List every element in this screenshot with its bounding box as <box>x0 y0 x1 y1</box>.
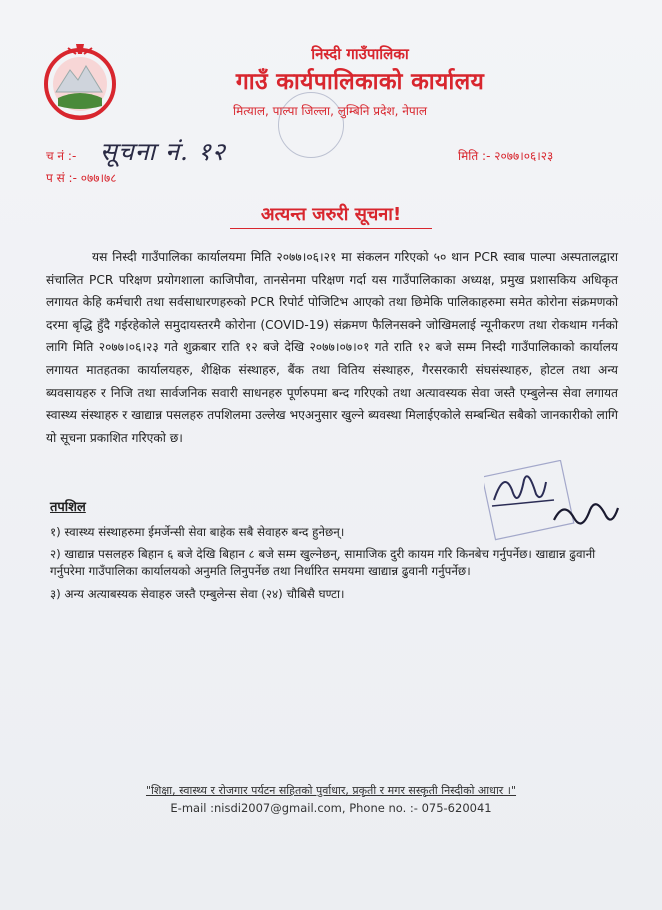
notice-title: अत्यन्त जरुरी सूचना! <box>260 204 402 225</box>
title-underline <box>230 228 432 229</box>
signature-with-stamp <box>484 460 624 550</box>
municipality-name: निस्दी गाउँपालिका <box>311 45 409 63</box>
nepal-government-emblem-icon <box>40 40 120 122</box>
list-item: ३) अन्य अत्याबस्यक सेवाहरु जस्तै एम्बुलेन्स सेवा (२४) चौबिसै घण्टा। <box>50 586 345 601</box>
notice-body <box>46 246 618 449</box>
list-item: १) स्वास्थ्य संस्थाहरुमा ईमर्जेन्सी सेवा बाहेक सबै सेवाहरु बन्द हुनेछन्। <box>50 525 345 539</box>
footer-slogan: "शिक्षा, स्वास्थ्य र रोजगार पर्यटन सहितको पुर्वाधार, प्रकृती र मगर सस्कृती निस्दीको आधार ।" <box>145 784 517 797</box>
office-name: गाउँ कार्यपालिकाको कार्यालय <box>235 69 485 95</box>
letter-number-label: च नं :- <box>46 149 77 163</box>
letter-date: मिति :- २०७७।०६।२३ <box>458 149 554 163</box>
notice-paragraph: यस निस्दी गाउँपालिका कार्यालयमा मिति २०७७।०६।२१ मा संकलन गरिएको ५० थान PCR स्वाब पाल्पा अस्पतालद्वारा संचालित PCR परिक्षण प्रयोगशाला काजिपौवा, तानसेनमा परिक्षण गर्दा यस गाउँपालिकाका अध्यक्ष, प्रमुख प्रशासकिय अधिकृत लगायत केहि कर्मचारी तथा सर्वसाधारणहरुको PCR रिपोर्ट पोजिटिभ आएको तथा छिमेकि पालिकाहरुमा समेत कोरोना संक्रमणको दरमा बृद्धि हुँदै गईरहेकोले समुदायस्तरमै कोरोना (COVID-19) संक्रमण फैलिनसक्ने जोखिमलाई न्यूनीकरण तथा रोकथाम गर्नको लागि मिति २०७७।०६।२३ गते शुक्रबार राति १२ बजे देखि २०७७।०७।०१ गते राति १२ बजे सम्म निस्दी गाउँपालिकाको कार्यालय लगायत मातहतका कार्यालयहरु, शैक्षिक संस्थाहरु, बैंक तथा वितिय संस्थाहरु, गैरसरकारी संघसंस्थाहरु, होटल तथा अन्य ब्यवसायहरु र निजि तथा सार्वजनिक सवारी साधनहरु पूर्णरुपमा बन्द गरिएको तथा अत्यावस्यक सेवा जस्तै एम्बुलेन्स सेवा लगायत स्वास्थ्य संस्थाहरु र खाद्यान्न पसलहरु तपशिलमा उल्लेख भएअनुसार खुल्ने ब्यवस्था मिलाईएकोले सम्बन्धित सबैको जानकारीको लागि यो सूचना प्रकाशित गरिएको छ। <box>46 250 618 445</box>
footer-contact: E-mail :nisdi2007@gmail.com, Phone no. :- 075-620041 <box>170 801 492 815</box>
office-address: मित्याल, पाल्पा जिल्ला, लुम्बिनि प्रदेश, नेपाल <box>233 104 427 118</box>
fiscal-year: प सं :- ०७७।७८ <box>46 171 117 185</box>
letter-number-handwritten: सूचना नं. १२ <box>100 137 226 166</box>
details-heading: तपशिल <box>50 500 86 515</box>
list-item: २) खाद्यान्न पसलहरु बिहान ६ बजे देखि बिहान ८ बजे सम्म खुल्नेछन्, सामाजिक दुरी कायम गरि किनबेच गर्नुपर्नेछ। खाद्यान्न ढुवानी गर्नुपरेमा गाउँपालिका कार्यालयको अनुमति लिनुपर्नेछ तथा निर्धारित समयमा खाद्यान्न ढुवानी गर्नुपर्नेछ। <box>50 547 596 579</box>
